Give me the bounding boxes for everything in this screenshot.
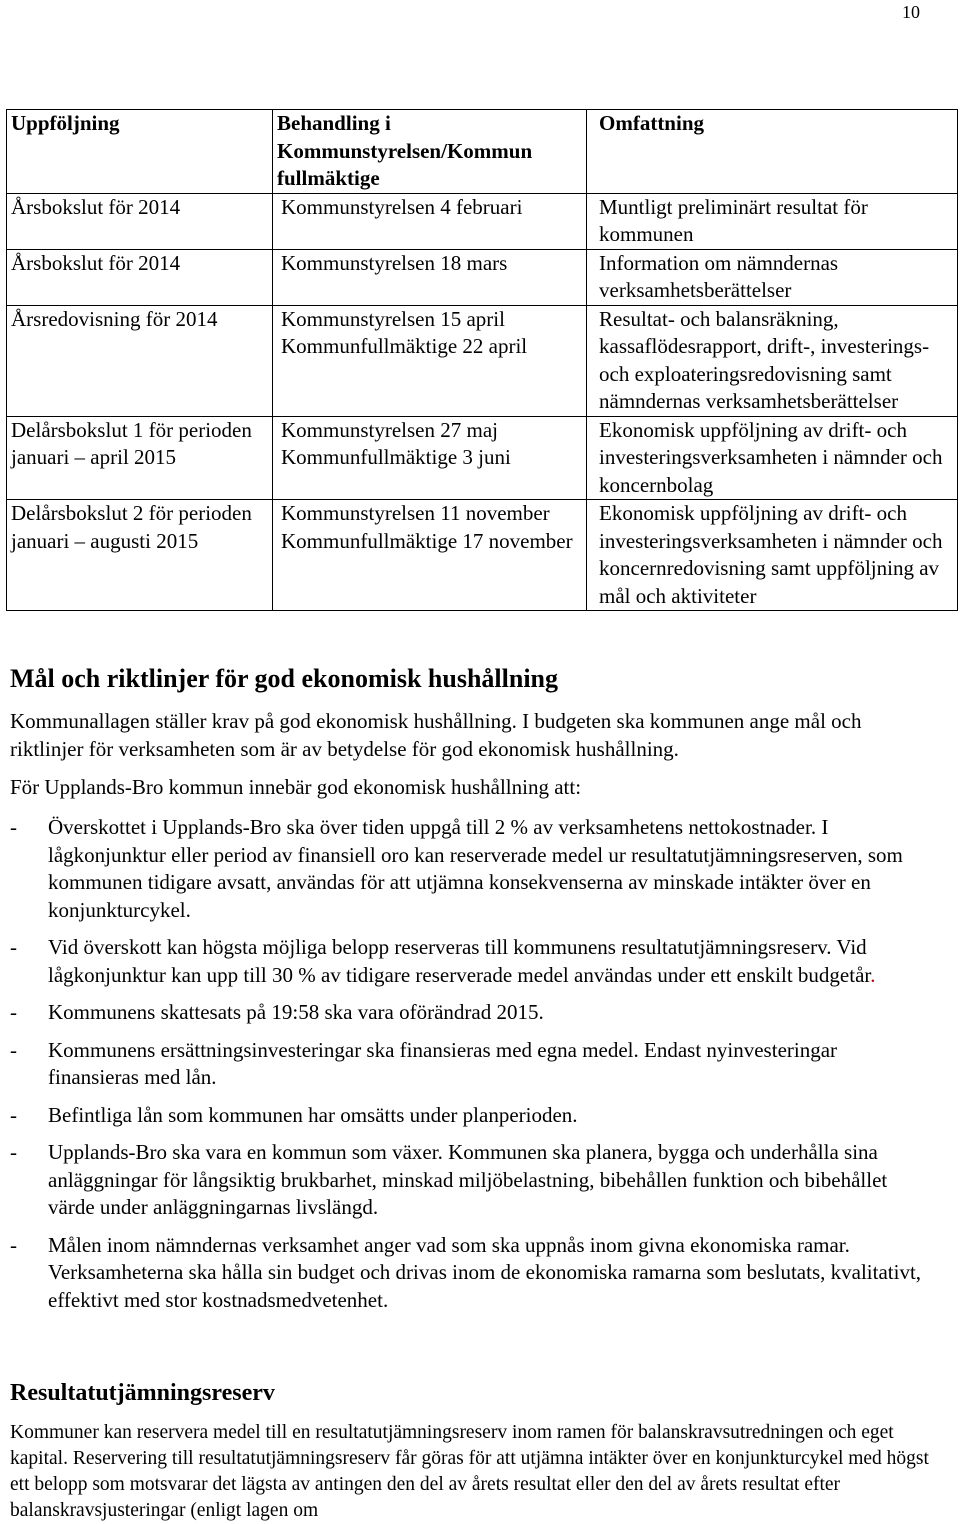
header-uppfoljning: Uppföljning <box>7 110 273 194</box>
cell-text: Kommunfullmäktige 22 april <box>281 334 528 358</box>
cell-text: Kommunstyrelsen 27 maj <box>281 417 498 442</box>
table-cell <box>587 500 958 611</box>
cell-text: Kommunstyrelsen 18 mars <box>281 250 508 275</box>
list-item <box>10 814 930 924</box>
list-item-text: Vid överskott kan högsta möjliga belopp reserveras till kommunens resultatutjämningsreserv. Vid lågkonjunktur kan upp till 30 % av tidigare reserverade medel användas under ett enskilt budgetår <box>48 935 871 987</box>
list-dash: - <box>10 815 17 839</box>
table-row <box>7 249 958 305</box>
cell-text: Kommunstyrelsen 15 april <box>281 306 505 331</box>
cell-text: Muntligt preliminärt resultat för kommunen <box>599 194 868 246</box>
cell-text: Kommunstyrelsen 4 februari <box>281 194 523 219</box>
reserve-heading: Resultatutjämningsreserv <box>10 1380 275 1406</box>
list-item <box>10 1139 930 1222</box>
cell-text: Kommunfullmäktige 3 juni <box>281 445 511 469</box>
table-row <box>7 193 958 249</box>
list-item-text: Målen inom nämndernas verksamhet anger vad som ska uppnås inom givna ekonomiska ramar. Verksamheterna ska hålla sin budget och drivas inom de ekonomiska ramarna som beslutats, kvalitativt, effektivt med stor kostnadsmedvetenhet. <box>48 1232 922 1312</box>
follow-up-schedule-table <box>6 109 958 611</box>
list-item <box>10 1232 930 1315</box>
table-cell <box>587 416 958 500</box>
list-item-text: Upplands-Bro ska vara en kommun som växer. Kommunen ska planera, bygga och underhålla sina anläggningar för långsiktig brukbarhet, minskad miljöbelastning, bibehållen funktion och bibehållet värde under anläggningarnas livslängd. <box>48 1140 888 1219</box>
list-item-text: Överskottet i Upplands-Bro ska över tiden uppgå till 2 % av verksamhetens nettokostnader. I lågkonjunktur eller period av finansiell oro kan reserverade medel ur resultatutjämningsreserven, som kommunen tidigare avsatt, användas för att utjämna konsekvenserna av minskade intäkter över en konjunkturcykel. <box>48 815 903 922</box>
reserve-text: Kommuner kan reservera medel till en resultatutjämningsreserv inom ramen för balanskravsutredningen och eget kapital. Reservering till resultatutjämningsreserv får göras för att utjämna intäkter över en konjunkturcykel med högst ett belopp som motsvarar det lägsta av antingen den del av årets resultat eller den del av årets resultat efter balanskravsjusteringar (enligt lagen om <box>10 1422 929 1521</box>
page-number: 10 <box>902 2 920 22</box>
list-item-text: Kommunens ersättningsinvesteringar ska finansieras med egna medel. Endast nyinvesteringar finansieras med lån. <box>48 1037 838 1089</box>
table-cell <box>587 305 958 416</box>
list-item <box>10 1102 930 1130</box>
table-cell <box>7 500 273 611</box>
table-cell <box>7 249 273 305</box>
table-cell <box>273 500 587 611</box>
table-cell <box>273 305 587 416</box>
list-dash: - <box>10 1037 17 1062</box>
cell-text: Årsredovisning för 2014 <box>11 306 218 331</box>
cell-text: Ekonomisk uppföljning av drift- och investeringsverksamheten i nämnder och koncernbolag <box>599 417 943 497</box>
cell-text: Kommunstyrelsen 11 november <box>281 501 550 525</box>
goals-lead: För Upplands-Bro kommun innebär god ekonomisk hushållning att: <box>10 775 582 799</box>
header-omfattning: Omfattning <box>587 110 958 194</box>
goals-list <box>10 814 930 1324</box>
table-row <box>7 305 958 416</box>
list-item-text: Kommunens skattesats på 19:58 ska vara oförändrad 2015. <box>48 1000 544 1024</box>
table-cell <box>273 416 587 500</box>
list-dash: - <box>10 1232 17 1257</box>
goals-intro: Kommunallagen ställer krav på god ekonomisk hushållning. I budgeten ska kommunen ange mål och riktlinjer för verksamheten som är av betydelse för god ekonomisk hushållning. <box>10 709 862 761</box>
table-cell <box>7 416 273 500</box>
cell-text: Kommunfullmäktige 17 november <box>281 528 573 553</box>
cell-text: Ekonomisk uppföljning av drift- och investeringsverksamheten i nämnder och koncernredovisning samt uppföljning av mål och aktiviteter <box>599 501 943 608</box>
table-cell <box>273 193 587 249</box>
table-cell <box>587 193 958 249</box>
table-row <box>7 416 958 500</box>
table-row <box>7 500 958 611</box>
cell-text: Resultat- och balansräkning, kassaflödesrapport, drift-, investerings- och exploateringsredovisning samt nämndernas verksamhetsberättelser <box>599 306 930 413</box>
goals-heading: Mål och riktlinjer för god ekonomisk hushållning <box>10 664 559 693</box>
list-dash: - <box>10 1000 17 1024</box>
list-dash: - <box>10 1102 17 1127</box>
table-cell <box>273 249 587 305</box>
list-item <box>10 999 930 1027</box>
list-dash: - <box>10 1140 17 1164</box>
table-cell <box>7 193 273 249</box>
cell-text: Årsbokslut för 2014 <box>11 250 181 275</box>
list-item-red-text: . <box>870 962 876 987</box>
header-behandling: Behandling i Kommunstyrelsen/Kommun fullmäktige <box>273 110 587 194</box>
cell-text: Årsbokslut för 2014 <box>11 194 181 219</box>
table-cell <box>587 249 958 305</box>
cell-text: Information om nämndernas verksamhetsberättelser <box>599 250 839 302</box>
list-item <box>10 934 930 989</box>
cell-text: Delårsbokslut 2 för perioden januari – augusti 2015 <box>11 501 252 553</box>
list-item <box>10 1037 930 1092</box>
table-cell <box>7 305 273 416</box>
list-dash: - <box>10 935 17 959</box>
list-item-text: Befintliga lån som kommunen har omsätts under planperioden. <box>48 1102 578 1127</box>
table-header-row <box>7 110 958 194</box>
cell-text: Delårsbokslut 1 för perioden januari – april 2015 <box>11 417 252 469</box>
